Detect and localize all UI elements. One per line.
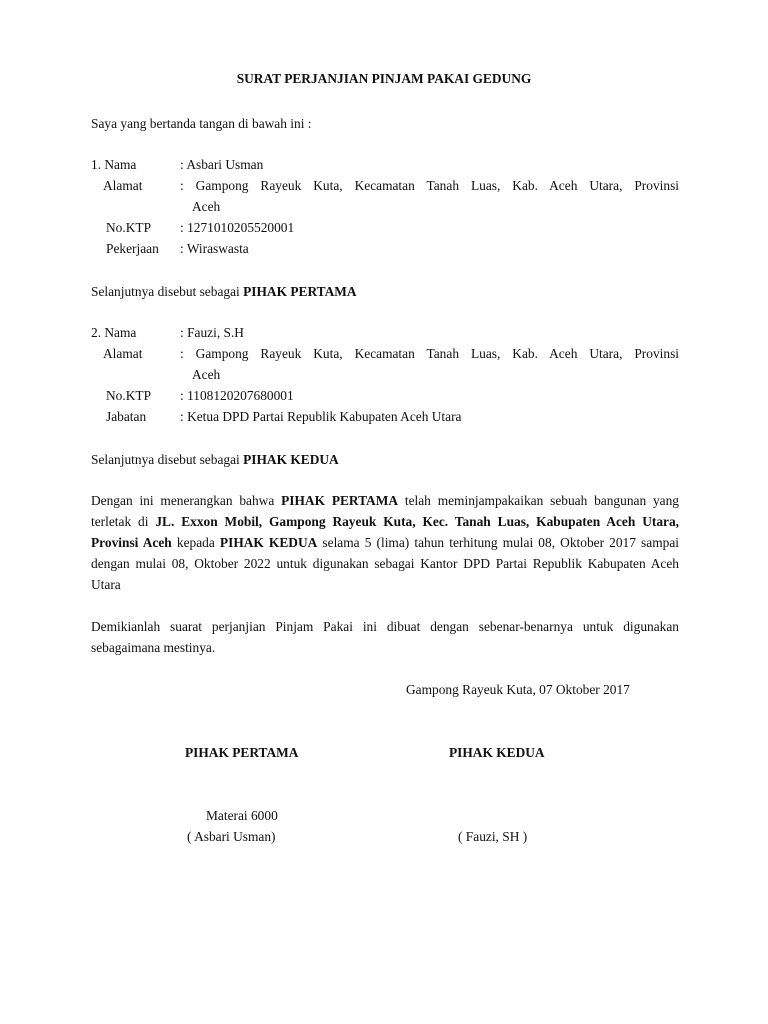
signature-heading-party-2: PIHAK KEDUA bbox=[449, 745, 545, 760]
party-2-name-value: : Fauzi, S.H bbox=[180, 325, 244, 340]
agreement-text-1: Dengan ini menerangkan bahwa bbox=[91, 493, 282, 508]
party-1-job-row bbox=[91, 238, 679, 259]
party-1-ktp-row bbox=[91, 217, 679, 238]
agreement-party-1: PIHAK PERTAMA bbox=[281, 493, 399, 508]
party-2-address-row bbox=[91, 343, 679, 385]
party-1-address-label: Alamat bbox=[103, 178, 143, 193]
party-1-designation-prefix: Selanjutnya disebut sebagai bbox=[91, 284, 244, 299]
party-1-name-value: : Asbari Usman bbox=[180, 157, 264, 172]
party-1-designation-role: PIHAK PERTAMA bbox=[243, 284, 357, 299]
party-1-ktp-label: No.KTP bbox=[106, 220, 152, 235]
party-2-address-line-1: : Gampong Rayeuk Kuta, Kecamatan Tanah Luas, Kab. Aceh Utara, Provinsi bbox=[180, 346, 679, 361]
party-1-name-label: 1. Nama bbox=[91, 157, 137, 172]
party-2-address-label: Alamat bbox=[103, 346, 143, 361]
materai-stamp-label: Materai 6000 bbox=[206, 808, 278, 823]
party-1-job-value: : Wiraswasta bbox=[180, 241, 249, 256]
intro-line: Saya yang bertanda tangan di bawah ini : bbox=[91, 116, 312, 131]
agreement-paragraph bbox=[91, 490, 679, 595]
agreement-text-2: telah meminjampakaikan sebuah bangunan yang terletak di bbox=[91, 493, 680, 529]
signature-name-party-2: ( Fauzi, SH ) bbox=[458, 829, 528, 844]
party-2-ktp-value: : 1108120207680001 bbox=[180, 388, 294, 403]
party-2-address-value bbox=[180, 343, 679, 385]
party-2-job-label: Jabatan bbox=[106, 409, 147, 424]
agreement-text-3: kepada bbox=[171, 535, 220, 550]
party-1-designation bbox=[91, 281, 357, 302]
party-2-designation bbox=[91, 449, 339, 470]
signature-name-party-1: ( Asbari Usman) bbox=[187, 829, 276, 844]
party-1-address-line-2: Aceh bbox=[192, 199, 221, 214]
party-2-designation-prefix: Selanjutnya disebut sebagai bbox=[91, 452, 244, 467]
party-1-name-row bbox=[91, 154, 679, 175]
place-date: Gampong Rayeuk Kuta, 07 Oktober 2017 bbox=[406, 682, 630, 697]
party-1-address-row bbox=[91, 175, 679, 217]
agreement-location: JL. Exxon Mobil, Gampong Rayeuk Kuta, Kec. Tanah Luas, Kabupaten Aceh Utara, Provinsi Aceh bbox=[91, 514, 680, 550]
party-2-address-line-2: Aceh bbox=[192, 367, 221, 382]
party-1-address-line-1: : Gampong Rayeuk Kuta, Kecamatan Tanah Luas, Kab. Aceh Utara, Provinsi bbox=[180, 178, 679, 193]
document-title: SURAT PERJANJIAN PINJAM PAKAI GEDUNG bbox=[236, 71, 532, 86]
party-2-ktp-label: No.KTP bbox=[106, 388, 152, 403]
party-2-name-row bbox=[91, 322, 679, 343]
party-1-job-label: Pekerjaan bbox=[106, 241, 159, 256]
signature-heading-party-1: PIHAK PERTAMA bbox=[185, 745, 299, 760]
party-2-designation-role: PIHAK KEDUA bbox=[243, 452, 339, 467]
party-2-job-value: : Ketua DPD Partai Republik Kabupaten Aceh Utara bbox=[180, 409, 462, 424]
party-2-ktp-row bbox=[91, 385, 679, 406]
party-1-address-value bbox=[180, 175, 679, 217]
closing-paragraph: Demikianlah suarat perjanjian Pinjam Pakai ini dibuat dengan sebenar-benarnya untuk digunakan sebagaimana mestinya. bbox=[91, 619, 679, 655]
agreement-text-4: selama 5 (lima) tahun terhitung mulai 08, Oktober 2017 sampai dengan mulai 08, Oktober 2022 untuk digunakan sebagai Kantor DPD Partai Republik Kabupaten Aceh Utara bbox=[91, 535, 679, 592]
party-2-job-row bbox=[91, 406, 679, 427]
agreement-party-2: PIHAK KEDUA bbox=[219, 535, 318, 550]
party-1-ktp-value: : 1271010205520001 bbox=[180, 220, 295, 235]
party-2-name-label: 2. Nama bbox=[91, 325, 137, 340]
